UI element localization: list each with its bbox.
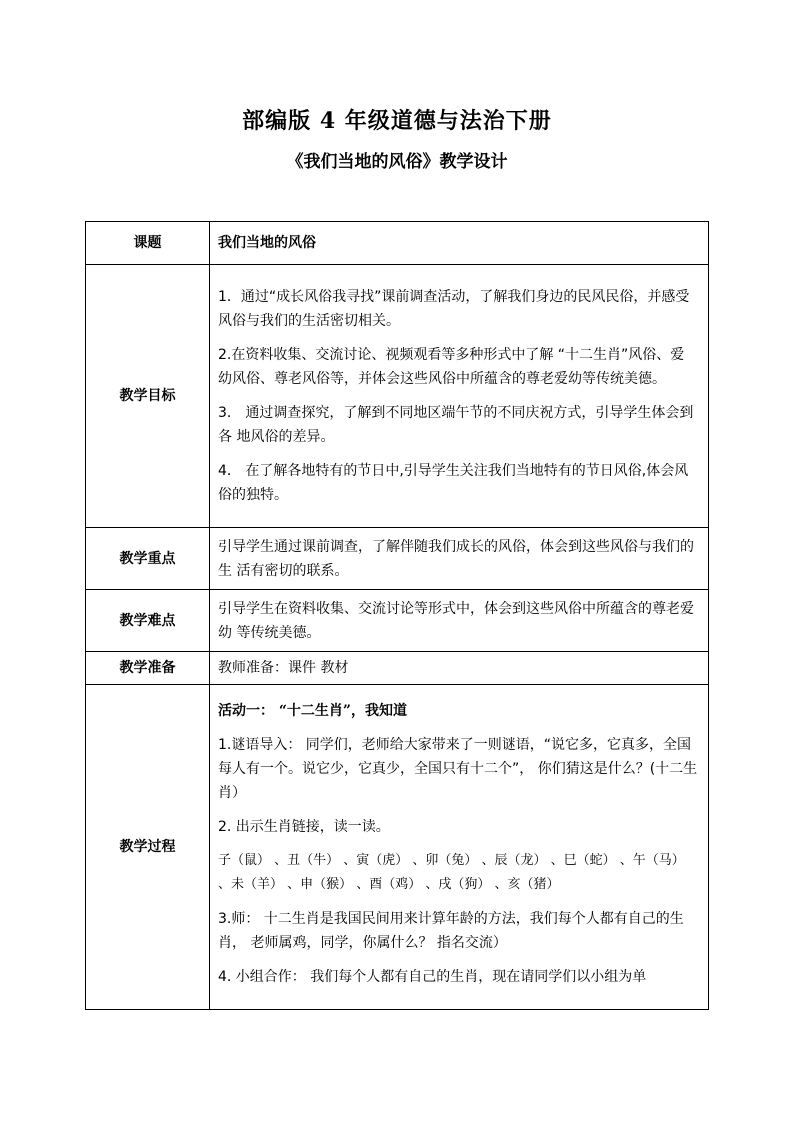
key-points-value: 引导学生通过课前调查，了解伴随我们成长的风俗，体会到这些风俗与我们的生 活有密切的联系。 xyxy=(210,528,709,590)
objective-item: 3． 通过调查探究，了解到不同地区端午节的不同庆祝方式，引导学生体会到各 地风俗的差异。 xyxy=(218,405,694,445)
process-step: 3.师： 十二生肖是我国民间用来计算年龄的方法，我们每个人都有自己的生肖， 老师属鸡，同学，你属什么？ 指名交流） xyxy=(218,911,684,951)
difficulties-value: 引导学生在资料收集、交流讨论等形式中，体会到这些风俗中所蕴含的尊老爱幼 等传统美德。 xyxy=(210,590,709,652)
process-step: 1.谜语导入： 同学们，老师给大家带来了一则谜语，“说它多，它真多，全国 每人有一个。说它少，它真少，全国只有十二个”， 你们猜这是什么？(十二生 肖） xyxy=(218,737,698,801)
row-label-process: 教学过程 xyxy=(86,685,210,1010)
page-subtitle: 《我们当地的风俗》教学设计 xyxy=(286,152,508,172)
table-row xyxy=(86,222,709,265)
topic-value: 我们当地的风俗 xyxy=(210,222,709,265)
row-label-key-points: 教学重点 xyxy=(86,528,210,590)
process-cell xyxy=(210,685,709,1010)
process-step: 2. 出示生肖链接，读一读。 xyxy=(218,819,390,835)
table-row xyxy=(86,590,709,652)
table-row xyxy=(86,528,709,590)
lesson-plan-table xyxy=(85,221,709,1010)
row-label-preparation: 教学准备 xyxy=(86,652,210,685)
zodiac-list: 子（鼠） 、丑（牛） 、寅（虎） 、卯（兔） 、辰（龙） 、巳（蛇） 、午（马） 、未（羊） 、申（猴） 、酉（鸡） 、戌（狗） 、亥（猪） xyxy=(218,853,685,892)
table-row xyxy=(86,265,709,528)
row-label-topic: 课题 xyxy=(86,222,210,265)
table-row xyxy=(86,685,709,1010)
table-row xyxy=(86,652,709,685)
preparation-value: 教师准备：课件 教材 xyxy=(210,652,709,685)
objective-item: 2.在资料收集、交流讨论、视频观看等多种形式中了解 “十二生肖”风俗、爱 幼风俗、尊老风俗等，并体会这些风俗中所蕴含的尊老爱幼等传统美德。 xyxy=(218,347,685,387)
activity-title: 活动一： “十二生肖”，我知道 xyxy=(218,703,407,719)
objective-item: 1．通过“成长风俗我寻找”课前调查活动，了解我们身边的民风民俗，并感受 风俗与我们的生活密切相关。 xyxy=(218,289,690,329)
objective-item: 4． 在了解各地特有的节日中,引导学生关注我们当地特有的节日风俗,体会风俗的独特。 xyxy=(218,463,689,503)
objectives-cell xyxy=(210,265,709,528)
page-title: 部编版 4 年级道德与法治下册 xyxy=(242,108,552,134)
row-label-difficulties: 教学难点 xyxy=(86,590,210,652)
row-label-objectives: 教学目标 xyxy=(86,265,210,528)
process-step: 4. 小组合作： 我们每个人都有自己的生肖，现在请同学们以小组为单 xyxy=(218,969,647,985)
